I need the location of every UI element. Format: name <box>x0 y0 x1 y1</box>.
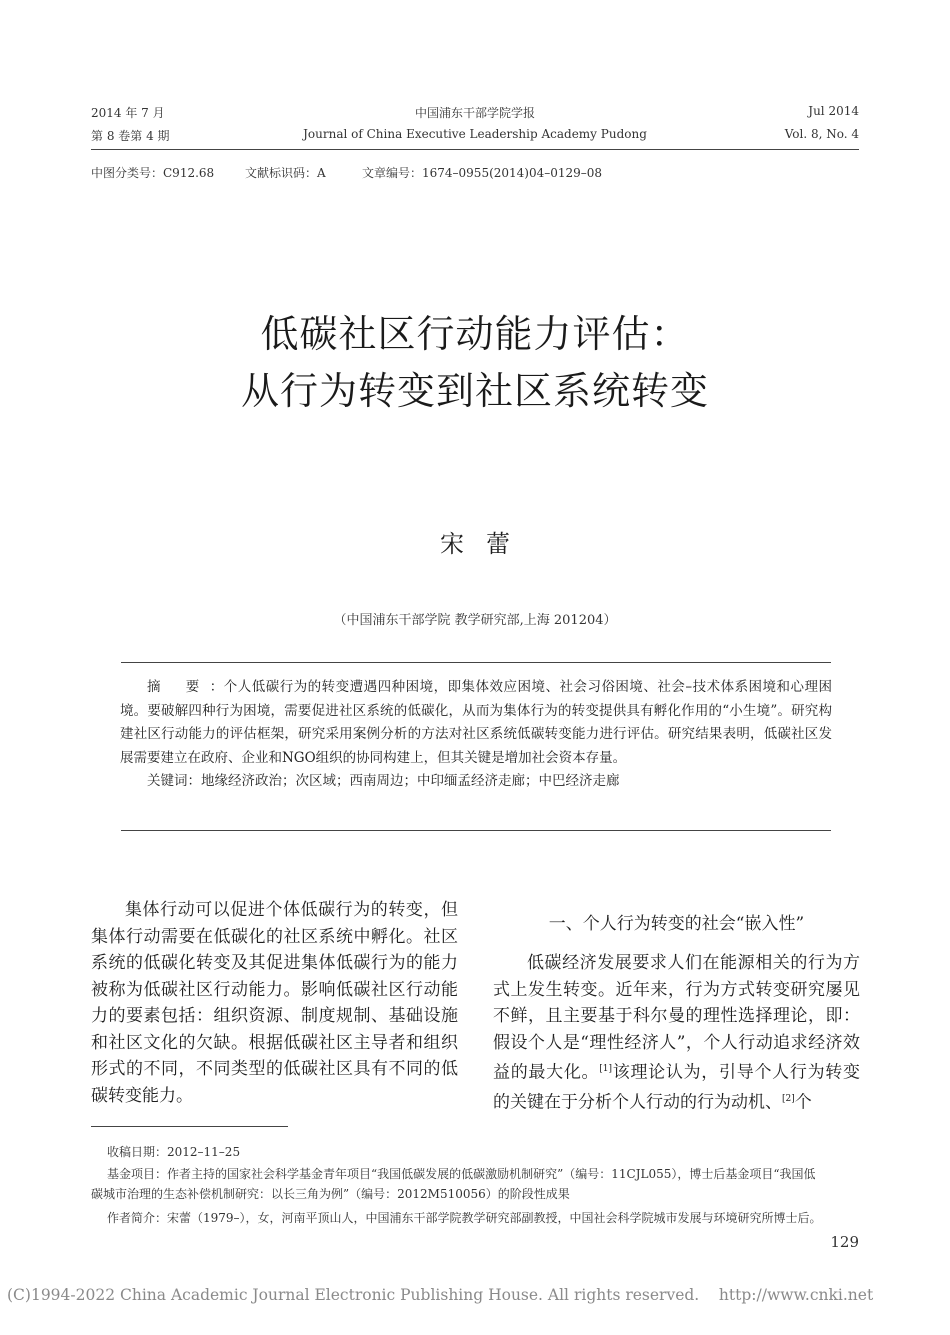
page-title-line1: 低碳社区行动能力评估： <box>260 312 690 356</box>
section-heading: 一、个人行为转变的社会“嵌入性” <box>548 914 805 934</box>
right-column <box>493 950 860 1116</box>
abstract-paragraph <box>120 676 832 770</box>
affiliation: （中国浦东干部学院 教学研究部,上海 201204） <box>333 613 617 628</box>
paragraph-text-2: 该理论认为，引导个人行为转变的关键在于分析个人行动的行为动机、 <box>493 1062 861 1113</box>
intro-paragraph: 集体行动可以促进个体低碳行为的转变，但集体行动需要在低碳化的社区系统中孵化。社区系统的低碳化转变及其促进集体低碳行为的能力被称为低碳社区行动能力。影响低碳社区行动能力的要素包括：组织资源、制度规制、基础设施和社区文化的欠缺。根据低碳社区主导者和组织形式的不同，不同类型的低碳社区具有不同的低碳转变能力。 <box>91 900 458 1106</box>
paragraph-text-3: 个 <box>794 1092 812 1113</box>
issue-date: 2014 年 7 月 <box>91 106 165 120</box>
abstract-top-rule <box>121 662 831 663</box>
clc-number: 中图分类号：C912.68 <box>91 166 215 180</box>
section-paragraph <box>493 950 860 1116</box>
reference-1[interactable]: [1] <box>599 1064 613 1074</box>
volume-issue: 第 8 卷第 4 期 <box>91 129 170 143</box>
fund-info-line2: 碳城市治理的生态补偿机制研究：以长三角为例”（编号：2012M510056）的阶段性成果 <box>91 1187 570 1201</box>
fund-info-line1: 基金项目：作者主持的国家社会科学基金青年项目“我国低碳发展的低碳激励机制研究”（编号：11CJL055），博士后基金项目“我国低 <box>107 1167 816 1181</box>
page-number: 129 <box>830 1233 859 1251</box>
abstract-text: ：个人低碳行为的转变遭遇四种困境，即集体效应困境、社会习俗困境、社会–技术体系困境和心理困境。要破解四种行为困境，需要促进社区系统的低碳化，从而为集体行为的转变提供具有孵化作用的“小生境”。研究构建社区行动能力的评估框架，研究采用案例分析的方法对社区系统低碳转变能力进行评估。研究结果表明，低碳社区发展需要建立在政府、企业和NGO组织的协同构建上，但其关键是增加社会资本存量。 <box>120 679 833 766</box>
abstract-bottom-rule <box>121 830 831 831</box>
volume-issue-en: Vol. 8, No. 4 <box>784 127 859 141</box>
copyright-notice: (C)1994-2022 China Academic Journal Electronic Publishing House. All rights reserved. http://www.cnki.net <box>7 1286 874 1304</box>
issue-date-en: Jul 2014 <box>808 104 859 118</box>
author-bio: 作者简介：宋蕾（1979–），女，河南平顶山人，中国浦东干部学院教学研究部副教授，中国社会科学院城市发展与环境研究所博士后。 <box>107 1211 822 1225</box>
footnote-rule <box>91 1126 288 1127</box>
journal-title-cn: 中国浦东干部学院学报 <box>414 106 535 120</box>
header-rule <box>91 149 859 150</box>
left-column <box>91 897 458 1109</box>
abstract <box>120 676 832 794</box>
keywords-text: ：地缘经济政治；次区域；西南周边；中印缅孟经济走廊；中巴经济走廊 <box>187 773 620 789</box>
received-date: 收稿日期：2012–11–25 <box>107 1145 241 1159</box>
article-number: 文章编号：1674–0955(2014)04–0129–08 <box>362 166 603 180</box>
abstract-label: 摘 要 <box>147 679 210 695</box>
journal-title-en: Journal of China Executive Leadership Academy Pudong <box>303 127 647 141</box>
page-title-line2: 从行为转变到社区系统转变 <box>240 369 709 413</box>
keywords-line <box>120 770 832 794</box>
reference-2[interactable]: [2] <box>782 1094 795 1105</box>
author-name: 宋蕾 <box>440 530 532 558</box>
keywords-label: 关键词 <box>147 773 188 789</box>
document-code: 文献标识码：A <box>245 166 326 180</box>
paragraph-text-1: 低碳经济发展要求人们在能源相关的行为方式上发生转变。近年来，行为方式转变研究屡见不鲜，且主要基于科尔曼的理性选择理论，即：假设个人是“理性经济人”，个人行动追求经济效益的最大化。 <box>493 953 860 1083</box>
